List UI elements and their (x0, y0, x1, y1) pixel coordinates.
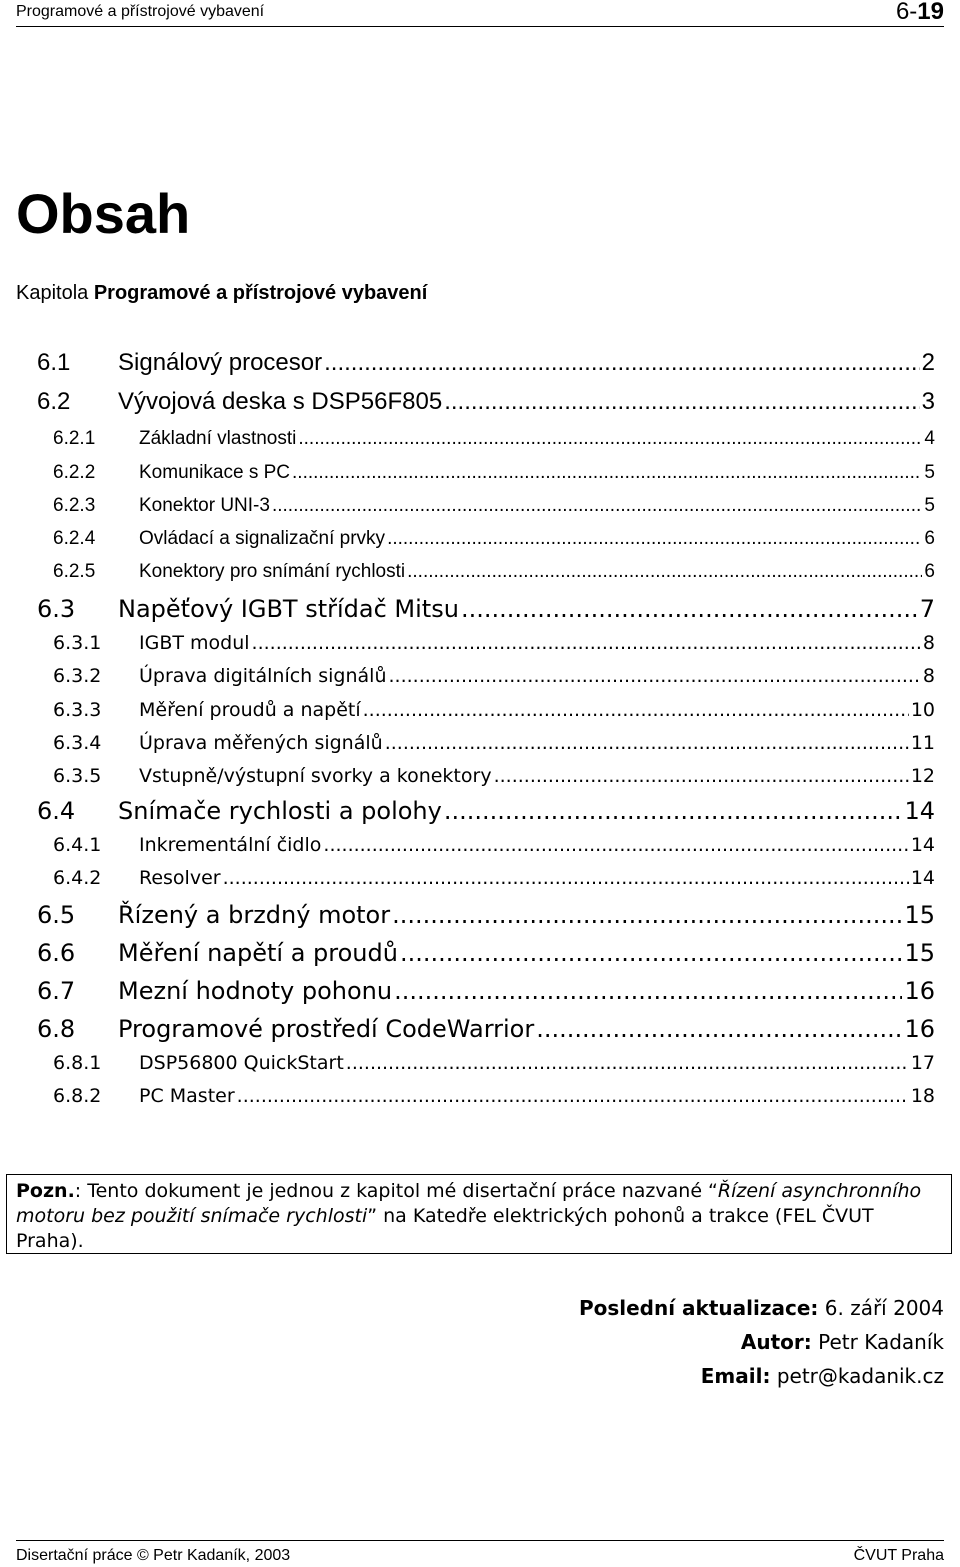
toc-page: 16 (904, 1015, 935, 1043)
toc-title: Ovládací a signalizační prvky (139, 528, 386, 549)
toc-number: 6.5 (37, 901, 76, 929)
toc-page: 14 (910, 867, 935, 889)
toc-page: 14 (910, 834, 935, 856)
toc-page: 18 (910, 1085, 935, 1107)
toc-number: 6.3.1 (53, 632, 102, 654)
toc-entry[interactable] (37, 899, 935, 931)
toc-page: 8 (922, 632, 935, 654)
note-label: Pozn. (16, 1180, 75, 1202)
toc-page: 8 (922, 665, 935, 687)
toc-number: 6.3.5 (53, 765, 102, 787)
toc-entry[interactable] (53, 1049, 935, 1077)
page-title: Obsah (16, 182, 191, 245)
toc-page: 4 (924, 428, 935, 449)
toc-title: Konektor UNI-3 (139, 495, 270, 516)
toc-entry[interactable] (53, 696, 935, 724)
chapter-line (16, 282, 427, 305)
toc-number: 6.8 (37, 1015, 76, 1043)
toc-page: 2 (921, 349, 935, 376)
toc-entry[interactable] (53, 525, 935, 553)
toc-title: Úprava digitálních signálů (139, 665, 387, 687)
toc-title: IGBT modul (139, 632, 250, 654)
toc-page: 15 (904, 939, 935, 967)
toc-number: 6.7 (37, 977, 76, 1005)
note-text-2: ” na Katedře elektrických pohonů a trakce (FEL ČVUT Praha). (16, 1205, 874, 1252)
toc-number: 6.4.1 (53, 834, 102, 856)
toc-title: Konektory pro snímání rychlosti (139, 561, 406, 582)
toc-number: 6.3.4 (53, 732, 102, 754)
page-header (16, 0, 944, 27)
toc-entry[interactable] (53, 558, 935, 586)
toc-number: 6.2.1 (53, 428, 96, 449)
toc-entry[interactable] (37, 795, 935, 827)
toc-entry[interactable] (53, 459, 935, 487)
footer-left: Disertační práce © Petr Kadaník, 2003 (16, 1547, 291, 1564)
toc-title: Vstupně/výstupní svorky a konektory (139, 765, 492, 787)
toc-entry[interactable] (53, 1082, 935, 1110)
toc-number: 6.3.3 (53, 699, 102, 721)
note-text-1: : Tento dokument je jednou z kapitol mé disertační práce nazvané “ (74, 1180, 718, 1202)
toc-title: Programové prostředí CodeWarrior (118, 1015, 535, 1043)
header-page-number: 6-19 (895, 0, 944, 25)
toc-page: 5 (924, 462, 935, 483)
note-thesis-title: Řízení asynchronního motoru bez použití snímače rychlosti (16, 1180, 922, 1227)
email-label: Email: (700, 1364, 771, 1388)
last-update-line (579, 1296, 944, 1320)
toc-title: Komunikace s PC (139, 462, 291, 483)
author-line (741, 1330, 944, 1354)
toc-number: 6.3.2 (53, 665, 102, 687)
toc-title: Napěťový IGBT střídač Mitsu (118, 595, 459, 623)
toc-title: Inkrementální čidlo (139, 834, 322, 856)
toc-entry[interactable] (53, 729, 935, 757)
toc-title: Měření proudů a napětí (139, 699, 361, 721)
toc-number: 6.2.3 (53, 495, 96, 516)
toc-entry[interactable] (37, 347, 935, 379)
note-box (6, 1174, 952, 1254)
toc-page: 11 (910, 732, 935, 754)
toc-number: 6.4.2 (53, 867, 102, 889)
toc-entry[interactable] (37, 593, 935, 625)
page-footer (16, 1540, 944, 1567)
toc-entry[interactable] (53, 864, 935, 892)
toc-title: Měření napětí a proudů (118, 939, 398, 967)
toc-number: 6.2.4 (53, 528, 96, 549)
toc-page: 7 (919, 595, 935, 623)
toc-entry[interactable] (53, 662, 935, 690)
toc-title: PC Master (139, 1085, 235, 1107)
toc-entry[interactable] (53, 629, 935, 657)
toc-title: Mezní hodnoty pohonu (118, 977, 393, 1005)
toc-entry[interactable] (37, 937, 935, 969)
author-label: Autor: (740, 1330, 812, 1354)
author-value: Petr Kadaník (811, 1330, 944, 1354)
toc-title: Signálový procesor (118, 349, 323, 376)
toc-page: 12 (910, 765, 935, 787)
toc-title: Resolver (139, 867, 221, 889)
toc-entry[interactable] (53, 492, 935, 520)
last-update-value: 6. září 2004 (818, 1296, 944, 1320)
toc-number: 6.2.2 (53, 462, 96, 483)
toc-number: 6.4 (37, 797, 76, 825)
toc-title: Úprava měřených signálů (139, 732, 383, 754)
chapter-name: Programové a přístrojové vybavení (93, 282, 428, 304)
toc-number: 6.8.1 (53, 1052, 102, 1074)
toc-page: 14 (904, 797, 935, 825)
toc-entry[interactable] (37, 975, 935, 1007)
chapter-prefix: Kapitola (16, 282, 94, 304)
toc-page: 10 (910, 699, 935, 721)
email-line (701, 1364, 944, 1388)
toc-entry[interactable] (53, 762, 935, 790)
toc-page: 15 (904, 901, 935, 929)
toc-number: 6.3 (37, 595, 76, 623)
toc-number: 6.1 (37, 349, 71, 376)
footer-right: ČVUT Praha (853, 1547, 944, 1564)
toc-title: Řízený a brzdný motor (118, 901, 391, 929)
last-update-label: Poslední aktualizace: (578, 1296, 819, 1320)
toc-number: 6.6 (37, 939, 76, 967)
toc-title: DSP56800 QuickStart (139, 1052, 344, 1074)
toc-number: 6.2 (37, 388, 71, 415)
toc-title: Základní vlastnosti (139, 428, 297, 449)
toc-page: 5 (924, 495, 935, 516)
toc-number: 6.8.2 (53, 1085, 102, 1107)
toc-title: Vývojová deska s DSP56F805 (118, 388, 443, 415)
toc-entry[interactable] (53, 831, 935, 859)
toc-page: 6 (924, 528, 935, 549)
toc-page: 16 (904, 977, 935, 1005)
email-value[interactable]: petr@kadanik.cz (770, 1364, 944, 1388)
toc-entry[interactable] (37, 1013, 935, 1045)
toc-number: 6.2.5 (53, 561, 96, 582)
toc-title: Snímače rychlosti a polohy (118, 797, 442, 825)
toc-page: 6 (924, 561, 935, 582)
toc-entry[interactable] (37, 386, 935, 418)
toc-page: 3 (921, 388, 935, 415)
toc-page: 17 (910, 1052, 935, 1074)
header-chapter-title: Programové a přístrojové vybavení (16, 3, 265, 20)
toc-entry[interactable] (53, 425, 935, 453)
